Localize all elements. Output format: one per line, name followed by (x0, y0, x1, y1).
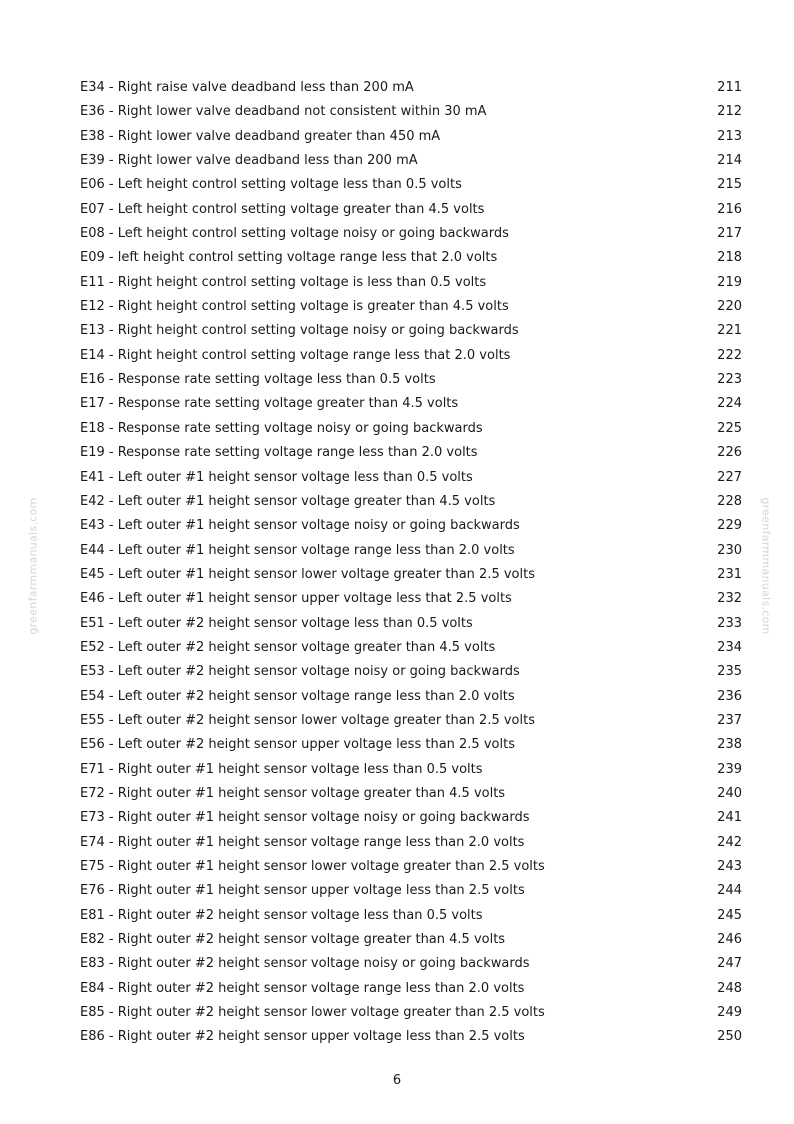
toc-entry-page: 222 (717, 347, 742, 363)
toc-entry-title: E39 - Right lower valve deadband less than 200 mA (80, 153, 418, 169)
toc-entry[interactable] (80, 636, 742, 660)
toc-entry[interactable] (80, 685, 742, 709)
toc-entry-page: 246 (717, 932, 742, 948)
toc-entry-page: 237 (717, 712, 742, 728)
toc-entry-title: E43 - Left outer #1 height sensor voltage noisy or going backwards (80, 518, 520, 534)
toc-entry[interactable] (80, 806, 742, 830)
toc-entry-page: 220 (717, 299, 742, 315)
toc-entry[interactable] (80, 295, 742, 319)
toc-entry-page: 215 (717, 177, 742, 193)
toc-entry[interactable] (80, 344, 742, 368)
toc-entry[interactable] (80, 952, 742, 976)
toc-entry-title: E18 - Response rate setting voltage noisy or going backwards (80, 420, 483, 436)
toc-entry-title: E55 - Left outer #2 height sensor lower voltage greater than 2.5 volts (80, 712, 535, 728)
toc-entry[interactable] (80, 514, 742, 538)
toc-entry-title: E52 - Left outer #2 height sensor voltage greater than 4.5 volts (80, 639, 496, 655)
toc-entry-title: E83 - Right outer #2 height sensor voltage noisy or going backwards (80, 956, 530, 972)
toc-entry-page: 219 (717, 274, 742, 290)
toc-entry[interactable] (80, 879, 742, 903)
toc-entry[interactable] (80, 855, 742, 879)
toc-entry-page: 238 (717, 737, 742, 753)
toc-entry-title: E81 - Right outer #2 height sensor voltage less than 0.5 volts (80, 907, 483, 923)
toc-entry-title: E46 - Left outer #1 height sensor upper voltage less that 2.5 volts (80, 591, 512, 607)
toc-entry-title: E06 - Left height control setting voltage less than 0.5 volts (80, 177, 462, 193)
toc-entry-title: E41 - Left outer #1 height sensor voltage less than 0.5 volts (80, 469, 473, 485)
toc-entry-title: E73 - Right outer #1 height sensor voltage noisy or going backwards (80, 810, 530, 826)
toc-entry-title: E36 - Right lower valve deadband not consistent within 30 mA (80, 104, 487, 120)
toc-entry-page: 239 (717, 761, 742, 777)
watermark-right: greenfarmmanuals.com (759, 497, 773, 635)
toc-entry-page: 236 (717, 688, 742, 704)
toc-entry[interactable] (80, 904, 742, 928)
toc-entry[interactable] (80, 100, 742, 124)
toc-entry[interactable] (80, 928, 742, 952)
toc-entry-page: 243 (717, 859, 742, 874)
toc-entry-page: 233 (717, 615, 742, 631)
toc-entry-page: 227 (717, 469, 742, 485)
toc-entry-page: 248 (717, 980, 742, 996)
toc-entry-page: 234 (717, 639, 742, 655)
table-of-contents (80, 76, 742, 1050)
toc-entry[interactable] (80, 660, 742, 684)
toc-entry[interactable] (80, 319, 742, 343)
toc-entry-page: 218 (717, 250, 742, 266)
toc-entry[interactable] (80, 76, 742, 100)
toc-entry[interactable] (80, 368, 742, 392)
toc-entry-title: E42 - Left outer #1 height sensor voltage greater than 4.5 volts (80, 493, 496, 509)
toc-entry[interactable] (80, 831, 742, 855)
watermark-left: greenfarmmanuals.com (26, 497, 40, 635)
toc-entry-page: 225 (717, 420, 742, 436)
toc-entry-title: E76 - Right outer #1 height sensor upper voltage less than 2.5 volts (80, 883, 525, 899)
toc-entry-page: 232 (717, 591, 742, 607)
toc-entry-title: E74 - Right outer #1 height sensor voltage range less than 2.0 volts (80, 834, 525, 850)
toc-entry-title: E56 - Left outer #2 height sensor upper voltage less than 2.5 volts (80, 737, 515, 753)
toc-entry[interactable] (80, 563, 742, 587)
toc-entry-title: E45 - Left outer #1 height sensor lower voltage greater than 2.5 volts (80, 566, 535, 582)
toc-entry[interactable] (80, 782, 742, 806)
toc-entry-page: 249 (717, 1005, 742, 1021)
toc-entry-page: 230 (717, 542, 742, 558)
toc-entry-title: E53 - Left outer #2 height sensor voltage noisy or going backwards (80, 664, 520, 680)
toc-entry[interactable] (80, 246, 742, 270)
toc-entry-title: E19 - Response rate setting voltage range less than 2.0 volts (80, 445, 478, 461)
toc-entry[interactable] (80, 441, 742, 465)
toc-entry-title: E17 - Response rate setting voltage greater than 4.5 volts (80, 396, 459, 412)
toc-entry[interactable] (80, 758, 742, 782)
toc-entry-title: E12 - Right height control setting voltage is greater than 4.5 volts (80, 299, 509, 315)
toc-entry[interactable] (80, 417, 742, 441)
toc-entry-page: 229 (717, 518, 742, 534)
toc-entry-title: E14 - Right height control setting voltage range less that 2.0 volts (80, 347, 511, 363)
toc-entry[interactable] (80, 977, 742, 1001)
toc-entry-page: 231 (717, 566, 742, 582)
toc-entry-title: E34 - Right raise valve deadband less than 200 mA (80, 80, 414, 95)
toc-entry[interactable] (80, 1001, 742, 1025)
toc-entry[interactable] (80, 392, 742, 416)
toc-entry-page: 250 (717, 1029, 742, 1045)
toc-entry-page: 224 (717, 396, 742, 412)
toc-entry-title: E38 - Right lower valve deadband greater than 450 mA (80, 128, 441, 144)
toc-entry-title: E85 - Right outer #2 height sensor lower voltage greater than 2.5 volts (80, 1005, 545, 1021)
toc-entry-title: E44 - Left outer #1 height sensor voltage range less than 2.0 volts (80, 542, 515, 558)
toc-entry[interactable] (80, 733, 742, 757)
toc-entry-title: E54 - Left outer #2 height sensor voltage range less than 2.0 volts (80, 688, 515, 704)
toc-entry[interactable] (80, 173, 742, 197)
toc-entry[interactable] (80, 587, 742, 611)
toc-entry-page: 221 (717, 323, 742, 339)
toc-entry-title: E07 - Left height control setting voltage greater than 4.5 volts (80, 201, 485, 217)
toc-entry-page: 223 (717, 372, 742, 388)
toc-entry-page: 213 (717, 128, 742, 144)
page-number: 6 (392, 1073, 402, 1088)
toc-entry-title: E16 - Response rate setting voltage less than 0.5 volts (80, 372, 436, 388)
toc-entry-title: E51 - Left outer #2 height sensor voltage less than 0.5 volts (80, 615, 473, 631)
toc-entry-page: 240 (717, 785, 742, 801)
toc-entry-page: 245 (717, 907, 742, 923)
toc-entry[interactable] (80, 709, 742, 733)
toc-entry-title: E75 - Right outer #1 height sensor lower voltage greater than 2.5 volts (80, 859, 545, 874)
toc-entry-page: 216 (717, 201, 742, 217)
toc-entry[interactable] (80, 222, 742, 246)
toc-entry[interactable] (80, 198, 742, 222)
toc-entry-title: E08 - Left height control setting voltage noisy or going backwards (80, 226, 509, 242)
toc-entry[interactable] (80, 539, 742, 563)
toc-entry-title: E72 - Right outer #1 height sensor voltage greater than 4.5 volts (80, 785, 506, 801)
toc-entry[interactable] (80, 271, 742, 295)
toc-entry[interactable] (80, 149, 742, 173)
toc-entry-page: 226 (717, 445, 742, 461)
toc-entry[interactable] (80, 490, 742, 514)
toc-entry[interactable] (80, 466, 742, 490)
toc-entry[interactable] (80, 1025, 742, 1049)
toc-entry-page: 244 (717, 883, 742, 899)
toc-entry-title: E84 - Right outer #2 height sensor voltage range less than 2.0 volts (80, 980, 525, 996)
toc-entry-title: E09 - left height control setting voltage range less that 2.0 volts (80, 250, 498, 266)
toc-entry-title: E71 - Right outer #1 height sensor voltage less than 0.5 volts (80, 761, 483, 777)
toc-entry-page: 211 (717, 80, 742, 95)
toc-entry-title: E82 - Right outer #2 height sensor voltage greater than 4.5 volts (80, 932, 506, 948)
toc-entry-title: E86 - Right outer #2 height sensor upper voltage less than 2.5 volts (80, 1029, 525, 1045)
toc-entry-page: 217 (717, 226, 742, 242)
toc-entry-page: 228 (717, 493, 742, 509)
toc-entry-page: 242 (717, 834, 742, 850)
toc-entry[interactable] (80, 125, 742, 149)
toc-entry-page: 214 (717, 153, 742, 169)
toc-entry[interactable] (80, 612, 742, 636)
toc-entry-page: 212 (717, 104, 742, 120)
toc-entry-title: E11 - Right height control setting voltage is less than 0.5 volts (80, 274, 487, 290)
toc-entry-page: 241 (717, 810, 742, 826)
toc-entry-title: E13 - Right height control setting voltage noisy or going backwards (80, 323, 519, 339)
toc-entry-page: 247 (717, 956, 742, 972)
toc-entry-page: 235 (717, 664, 742, 680)
